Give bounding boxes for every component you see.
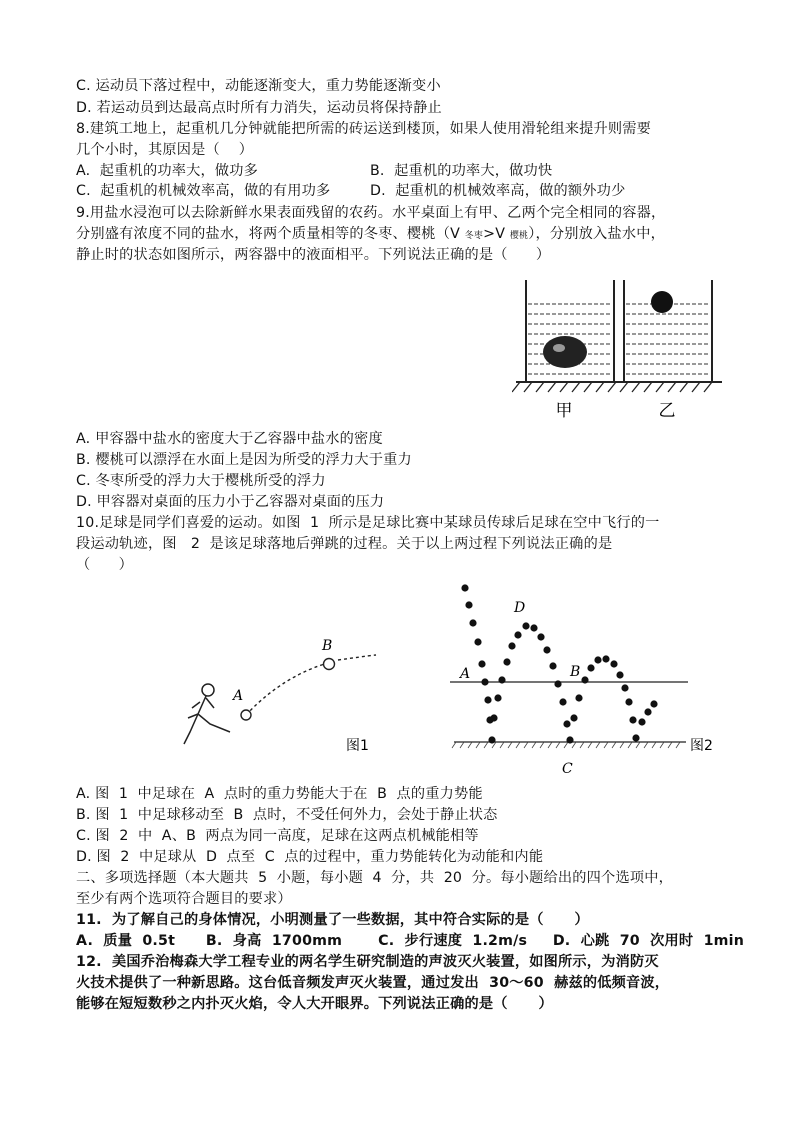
q12-stem-line1: 12. 美国乔治梅森大学工程专业的两名学生研究制造的声波灭火装置，如图所示，为消防灭 bbox=[76, 954, 659, 970]
fig2-point-a-label: A bbox=[460, 666, 471, 682]
fig1-point-b-label: B bbox=[322, 638, 333, 654]
q9-text-a: 分别盛有浓度不同的盐水，将两个质量相等的冬枣、樱桃（V bbox=[76, 226, 465, 242]
q8-option-b: B. 起重机的功率大，做功快 bbox=[370, 163, 553, 179]
q7-option-d: D. 若运动员到达最高点时所有力消失，运动员将保持静止 bbox=[76, 100, 442, 116]
container-jia-label: 甲 bbox=[555, 401, 573, 421]
ball-at-b bbox=[324, 659, 335, 670]
section-2-heading-line1: 二、多项选择题（本大题共 5 小题，每小题 4 分，共 20 分。每小题给出的四个选项中， bbox=[76, 870, 673, 886]
q8-stem-line2: 几个小时，其原因是（ ） bbox=[76, 142, 254, 158]
q9-text-b: >V bbox=[483, 226, 510, 242]
player-icon bbox=[184, 684, 230, 744]
fig2-point-c-label: C bbox=[562, 761, 573, 775]
q9-option-d: D. 甲容器对桌面的压力小于乙容器对桌面的压力 bbox=[76, 494, 385, 510]
q9-stem-line1: 9.用盐水浸泡可以去除新鲜水果表面残留的农药。水平桌面上有甲、乙两个完全相同的容器， bbox=[76, 205, 666, 221]
q8-stem-line1: 8.建筑工地上，起重机几分钟就能把所需的砖运送到楼顶，如果人使用滑轮组来提升则需要 bbox=[76, 121, 652, 137]
q9-stem-line2 bbox=[76, 224, 665, 246]
q8-option-d: D. 起重机的机械效率高，做的额外功少 bbox=[370, 183, 626, 199]
q9-sub-dongzao: 冬枣 bbox=[464, 231, 484, 241]
q9-sub-yingtao: 樱桃 bbox=[509, 231, 529, 241]
q10-option-a: A. 图 1 中足球在 A 点时的重力势能大于在 B 点的重力势能 bbox=[76, 786, 483, 802]
q9-text-c: ），分别放入盐水中， bbox=[528, 226, 665, 242]
container-yi-label: 乙 bbox=[658, 401, 676, 421]
q8-option-a: A. 起重机的功率大，做功多 bbox=[76, 163, 259, 179]
figure-1-kick bbox=[178, 628, 388, 758]
q10-stem-line1: 10.足球是同学们喜爱的运动。如图 1 所示是足球比赛中某球员传球后足球在空中飞行的一 bbox=[76, 515, 660, 531]
q9-option-a: A. 甲容器中盐水的密度大于乙容器中盐水的密度 bbox=[76, 431, 383, 447]
q9-option-b: B. 樱桃可以漂浮在水面上是因为所受的浮力大于重力 bbox=[76, 452, 412, 468]
fig1-caption: 图1 bbox=[346, 738, 369, 754]
fig2-point-d-label: D bbox=[514, 600, 526, 616]
bounce-dots bbox=[461, 584, 657, 743]
fig2-caption: 图2 bbox=[690, 738, 713, 754]
figure-2-bounce bbox=[448, 580, 720, 775]
q9-stem-line3: 静止时的状态如图所示，两容器中的液面相平。下列说法正确的是（ ） bbox=[76, 247, 551, 263]
q8-option-c: C. 起重机的机械效率高，做的有用功多 bbox=[76, 183, 331, 199]
q9-option-c: C. 冬枣所受的浮力大于樱桃所受的浮力 bbox=[76, 473, 326, 489]
q7-option-c: C. 运动员下落过程中，动能逐渐变大，重力势能逐渐变小 bbox=[76, 78, 441, 94]
cherry-fruit bbox=[651, 291, 673, 313]
containers-figure bbox=[512, 272, 722, 422]
ball-at-a bbox=[241, 710, 251, 720]
q10-stem-line2: 段运动轨迹，图 2 是该足球落地后弹跳的过程。关于以上两过程下列说法正确的是 bbox=[76, 536, 613, 552]
q10-option-b: B. 图 1 中足球移动至 B 点时，不受任何外力，会处于静止状态 bbox=[76, 807, 498, 823]
q11-options: A. 质量 0.5t B. 身高 1700mm C. 步行速度 1.2m/s D. 心跳 70 次用时 1min bbox=[76, 933, 745, 949]
q10-option-c: C. 图 2 中 A、B 两点为同一高度，足球在这两点机械能相等 bbox=[76, 828, 479, 844]
section-2-heading-line2: 至少有两个选项符合题目的要求） bbox=[76, 891, 292, 907]
q11-stem: 11. 为了解自己的身体情况，小明测量了一些数据，其中符合实际的是（ ） bbox=[76, 912, 589, 928]
dongzao-fruit bbox=[543, 336, 587, 368]
q10-stem-line3: （ ） bbox=[76, 557, 134, 573]
q10-option-d: D. 图 2 中足球从 D 点至 C 点的过程中，重力势能转化为动能和内能 bbox=[76, 849, 544, 865]
fig2-point-b-label: B bbox=[570, 664, 581, 680]
fig1-point-a-label: A bbox=[233, 688, 244, 704]
q12-stem-line3: 能够在短短数秒之内扑灭火焰，令人大开眼界。下列说法正确的是（ ） bbox=[76, 996, 553, 1012]
q12-stem-line2: 火技术提供了一种新思路。这台低音频发声灭火装置，通过发出 30～60 赫兹的低频音波， bbox=[76, 975, 670, 991]
